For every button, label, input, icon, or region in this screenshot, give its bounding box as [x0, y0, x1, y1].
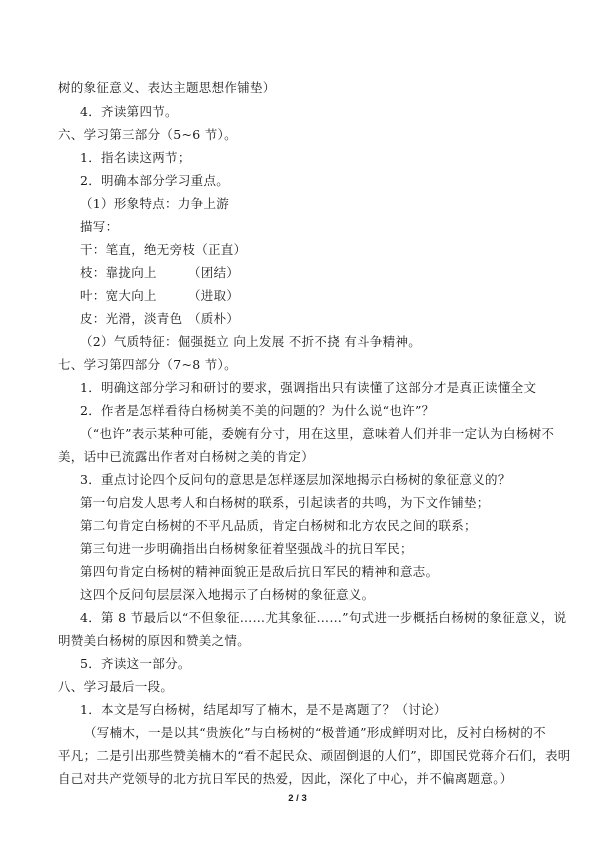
text-line: 1．本文是写白杨树，结尾却写了楠木，是不是离题了？（讨论） [80, 702, 447, 717]
text-line: （写楠木，一是以其“贵族化”与白杨树的“极普通”形成鲜明对比，反衬白杨树的不 [84, 725, 546, 740]
text-line: 第二句肯定白杨树的不平凡品质，肯定白杨树和北方农民之间的联系； [80, 518, 477, 533]
text-line: 这四个反问句层层深入地揭示了白杨树的象征意义。 [80, 587, 375, 602]
section-heading: 七、学习第四部分（7~8 节）。 [58, 357, 237, 372]
text-line: 2．作者是怎样看待白杨树美不美的问题的？为什么说“也许”？ [80, 403, 435, 418]
text-line: 第一句启发人思考人和白杨树的联系，引起读者的共鸣，为下文作铺垫； [80, 495, 490, 510]
text-line [80, 265, 585, 281]
text-line: 1．指名读这两节； [80, 150, 191, 165]
text-segment: （团结） [188, 265, 240, 280]
section-heading: 八、学习最后一段。 [58, 679, 174, 694]
text-line: 干：笔直，绝无旁枝（正直） [80, 242, 247, 257]
text-line: 明赞美白杨树的原因和赞美之情。 [58, 633, 251, 648]
text-segment: （进取） [188, 288, 240, 303]
text-line: 4．第 8 节最后以“不但象征……尤其象征……”句式进一步概括白杨树的象征意义，说 [80, 610, 567, 625]
text-line: 第四句肯定白杨树的精神面貌正是敌后抗日军民的精神和意志。 [80, 564, 439, 579]
text-segment: 叶：宽大向上 [80, 288, 157, 303]
text-line: 第三句进一步明确指出白杨树象征着坚强战斗的抗日军民； [80, 541, 413, 556]
page-number: 2 / 3 [288, 793, 307, 804]
text-segment: 皮：光滑，淡青色 [80, 311, 183, 326]
text-line: 3．重点讨论四个反问句的意思是怎样逐层加深地揭示白杨树的象征意义的？ [80, 472, 511, 487]
text-segment: （质朴） [188, 311, 240, 326]
text-line: 1．明确这部分学习和研讨的要求，强调指出只有读懂了这部分才是真正读懂全文 [80, 380, 537, 395]
text-segment: 枝：靠拢向上 [80, 265, 157, 280]
text-line: 树的象征意义、表达主题思想作铺垫） [58, 80, 276, 95]
text-line [80, 311, 585, 327]
text-line: 5．齐读这一部分。 [80, 656, 191, 671]
text-line: 描写： [80, 219, 119, 234]
text-line: 美，话中已流露出作者对白杨树之美的肯定） [58, 449, 315, 464]
text-line: 2．明确本部分学习重点。 [80, 173, 230, 188]
text-line: 4．齐读第四节。 [80, 104, 178, 119]
text-line: （1）形象特点：力争上游 [80, 196, 230, 211]
section-heading: 六、学习第三部分（5~6 节）。 [58, 127, 237, 142]
text-line: （2）气质特征：倔强挺立 向上发展 不折不挠 有斗争精神。 [80, 334, 422, 349]
text-line: （“也许”表示某种可能，委婉有分寸，用在这里，意味着人们并非一定认为白杨树不 [80, 426, 555, 441]
text-line: 平凡；二是引出那些赞美楠木的“看不起民众、顽固倒退的人们”，即国民党蒋介石们，表明 [58, 748, 571, 763]
text-line: 自己对共产党领导的北方抗日军民的热爱，因此，深化了中心，并不偏离题意。） [58, 771, 513, 786]
text-line [80, 288, 585, 304]
